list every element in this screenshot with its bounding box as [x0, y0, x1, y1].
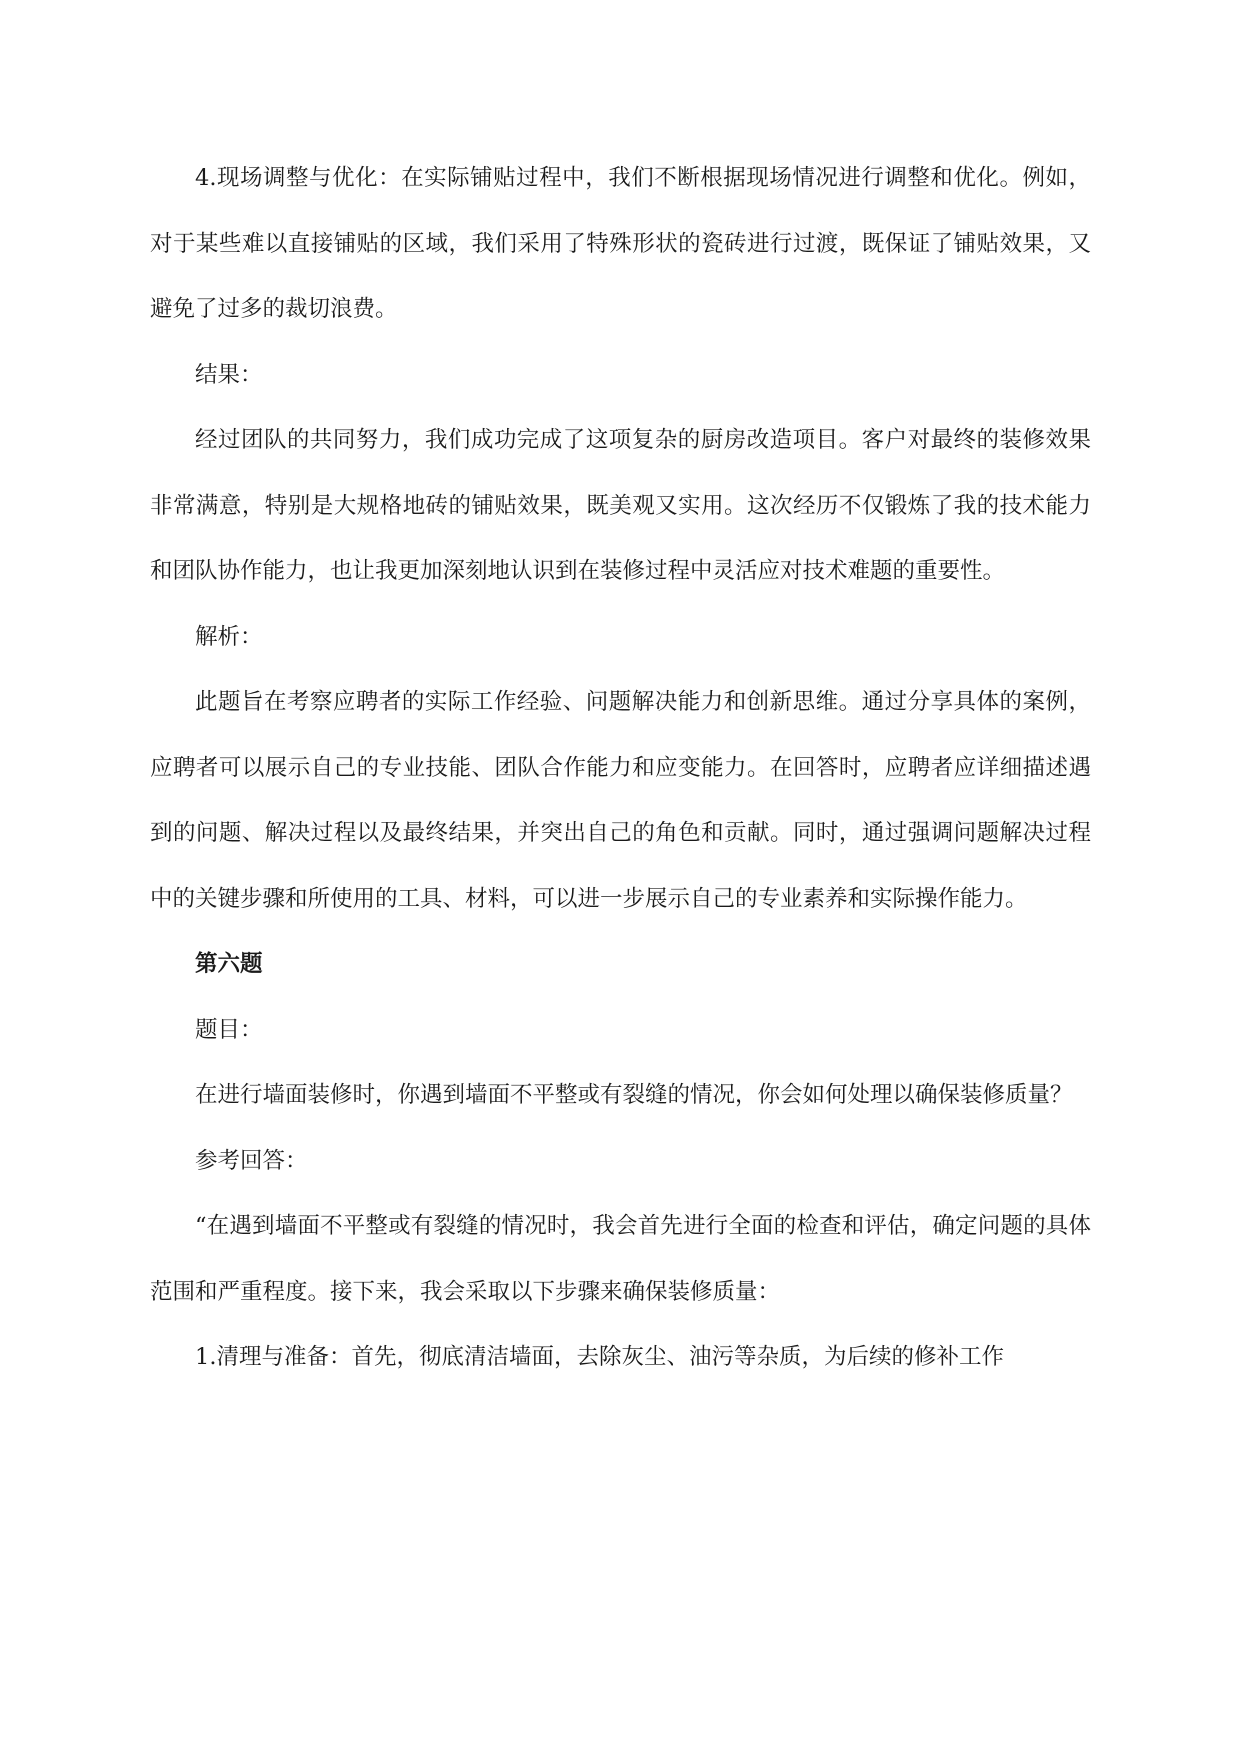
question-heading: 第六题: [195, 951, 263, 977]
label-question: 题目：: [195, 1016, 263, 1043]
paragraph-answer-intro: “在遇到墙面不平整或有裂缝的情况时，我会首先进行全面的检查和评估，确定问题的具体范围和严重程度。接下来，我会采取以下步骤来确保装修质量：: [150, 1213, 1091, 1305]
paragraph-step-1-cleaning: 1.清理与准备：首先，彻底清洁墙面，去除灰尘、油污等杂质，为后续的修补工作: [195, 1344, 1004, 1370]
paragraph-step-4-onsite-adjustment: 4.现场调整与优化：在实际铺贴过程中，我们不断根据现场情况进行调整和优化。例如，对于某些难以直接铺贴的区域，我们采用了特殊形状的瓷砖进行过渡，既保证了铺贴效果，又避免了过多的裁切浪费。: [150, 165, 1091, 322]
paragraph-result: 经过团队的共同努力，我们成功完成了这项复杂的厨房改造项目。客户对最终的装修效果非常满意，特别是大规格地砖的铺贴效果，既美观又实用。这次经历不仅锻炼了我的技术能力和团队协作能力，也让我更加深刻地认识到在装修过程中灵活应对技术难题的重要性。: [150, 427, 1091, 584]
paragraph-analysis: 此题旨在考察应聘者的实际工作经验、问题解决能力和创新思维。通过分享具体的案例，应聘者可以展示自己的专业技能、团队合作能力和应变能力。在回答时，应聘者应详细描述遇到的问题、解决过程以及最终结果，并突出自己的角色和贡献。同时，通过强调问题解决过程中的关键步骤和所使用的工具、材料，可以进一步展示自己的专业素养和实际操作能力。: [150, 689, 1091, 912]
label-reference-answer: 参考回答：: [195, 1147, 308, 1174]
label-result: 结果：: [195, 361, 263, 388]
paragraph-question: 在进行墙面装修时，你遇到墙面不平整或有裂缝的情况，你会如何处理以确保装修质量？: [195, 1082, 1073, 1108]
label-analysis: 解析：: [195, 623, 263, 650]
